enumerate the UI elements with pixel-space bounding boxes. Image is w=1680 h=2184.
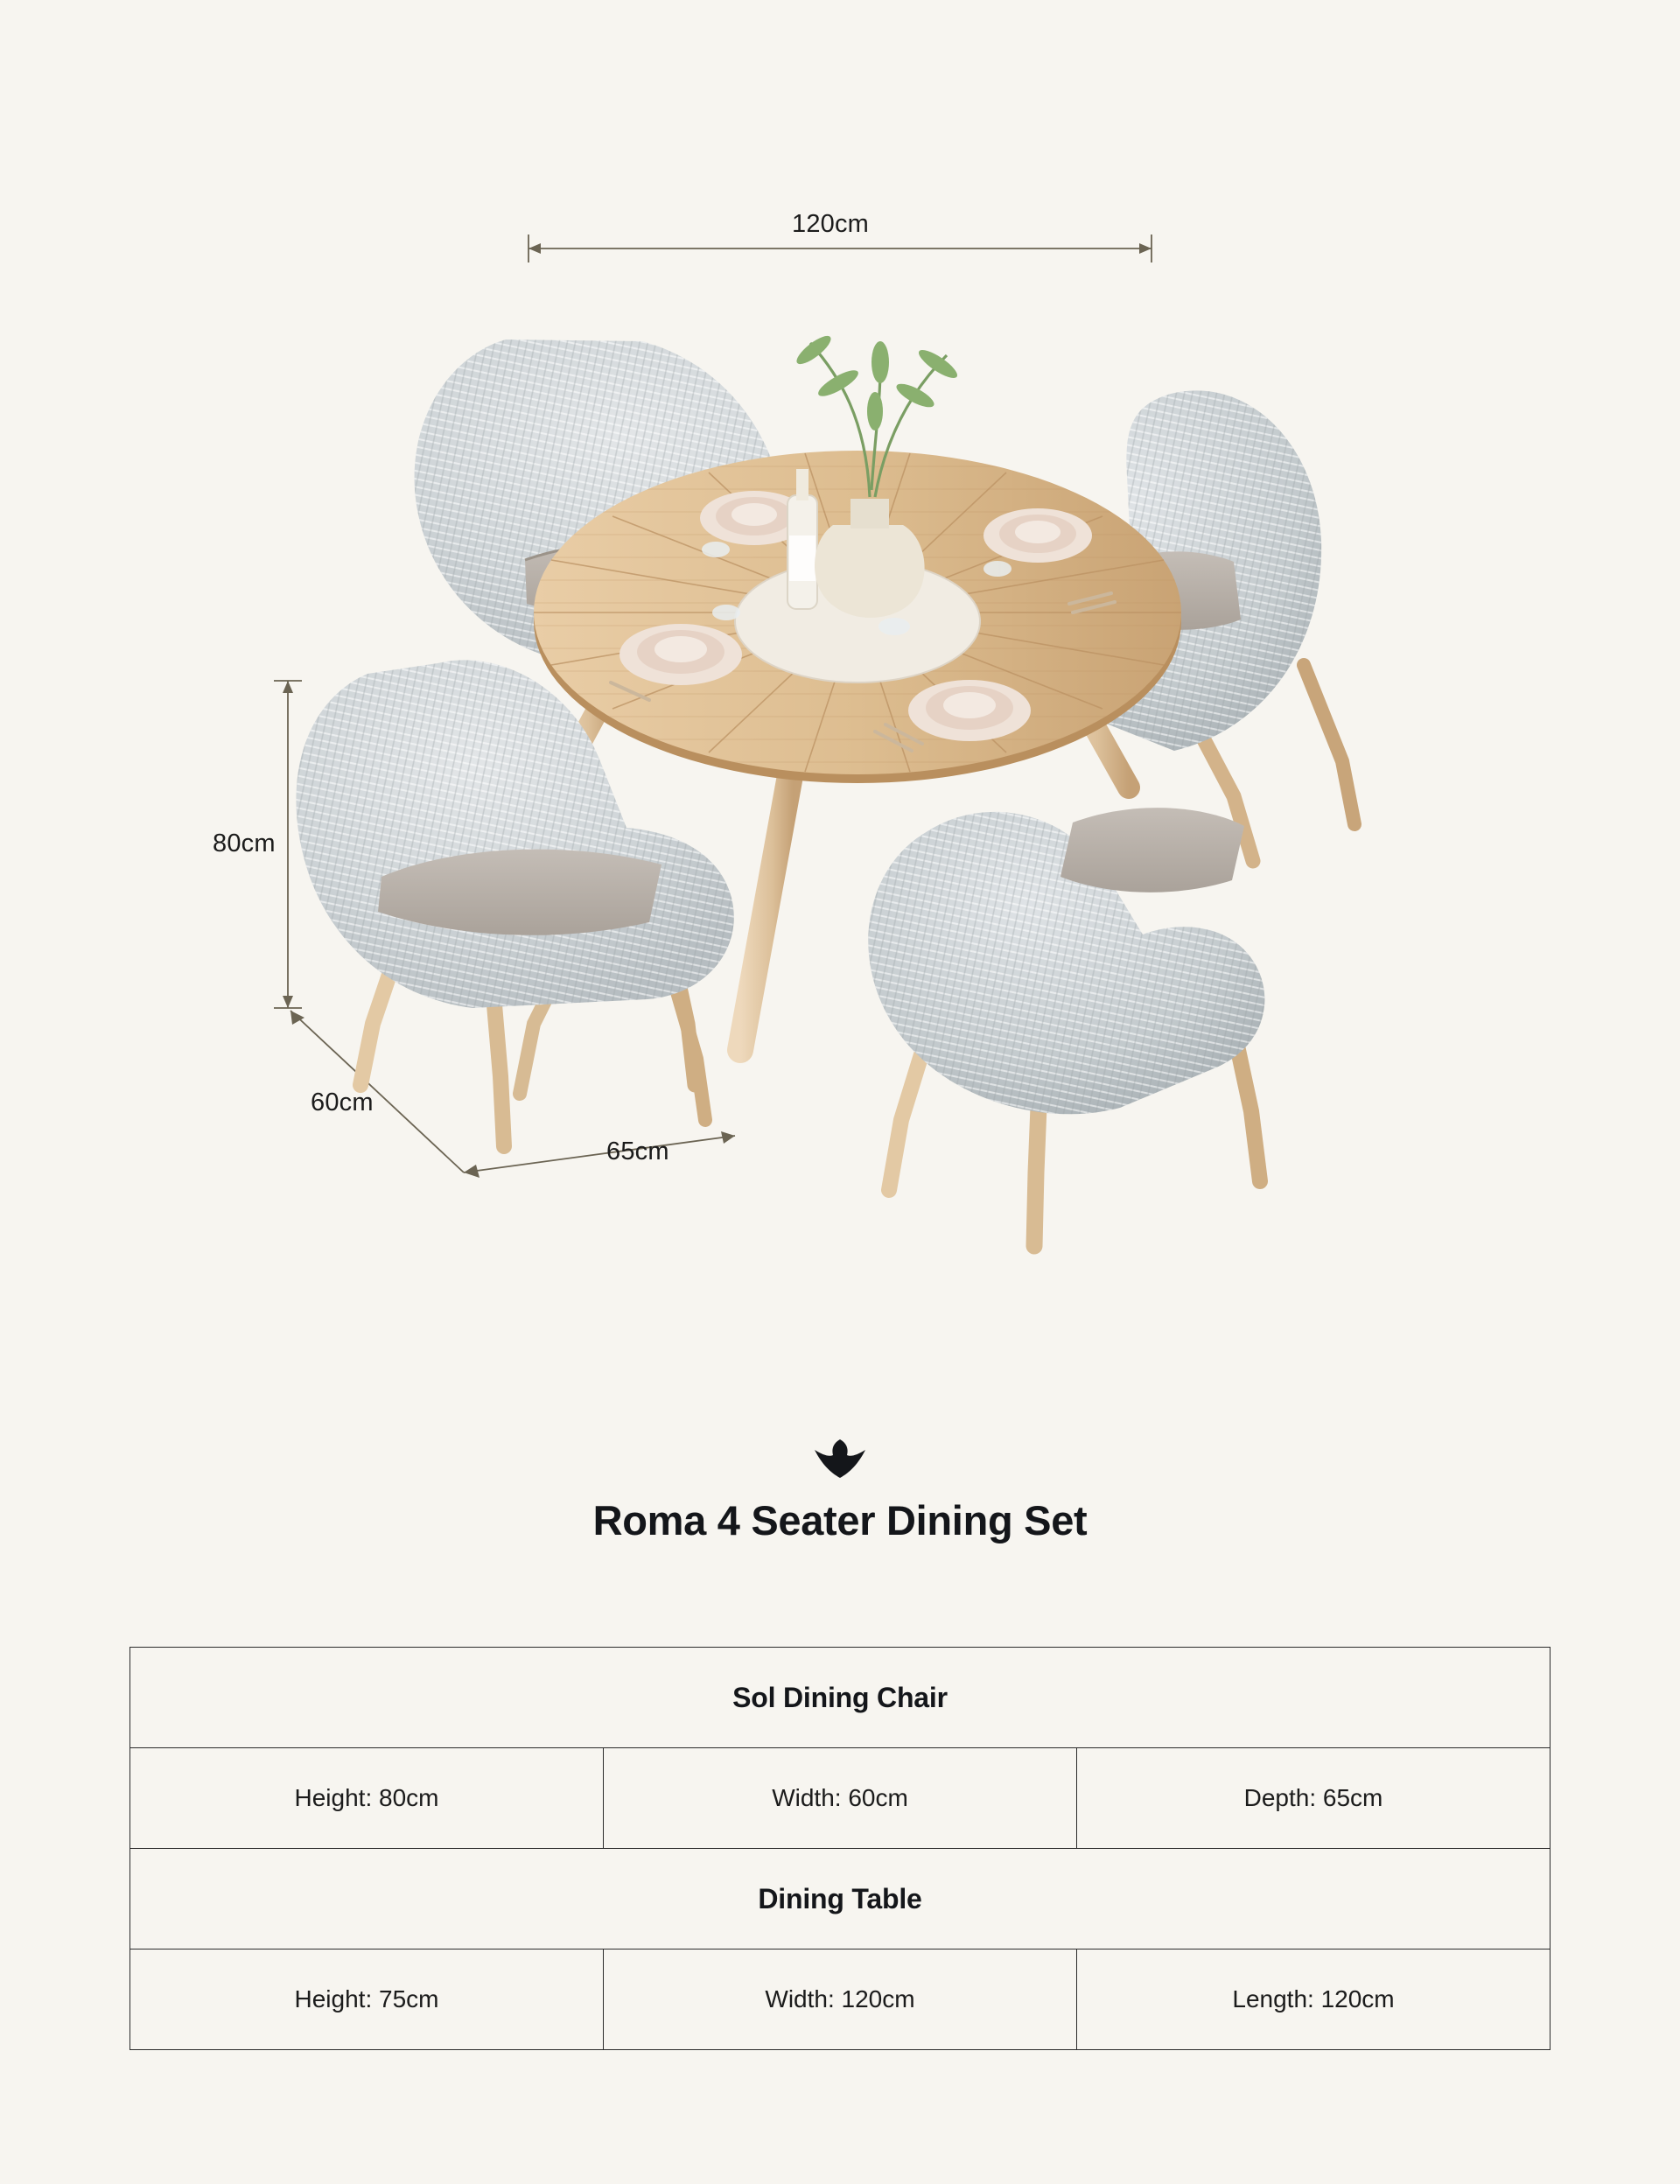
crown-leaf-icon <box>813 1466 867 1481</box>
cell-table-length: Length: 120cm <box>1077 1950 1550 2050</box>
brand-logo <box>0 1439 1680 1482</box>
cell-chair-width: Width: 60cm <box>604 1748 1077 1849</box>
dimension-label-chair-depth: 65cm <box>606 1138 669 1166</box>
dimension-label-chair-width: 60cm <box>311 1088 374 1116</box>
table-row-section-heading <box>130 1648 1550 1748</box>
chair-front-right <box>868 808 1264 1246</box>
table-row <box>130 1950 1550 2050</box>
cell-table-height: Height: 75cm <box>130 1950 604 2050</box>
page-title: Roma 4 Seater Dining Set <box>592 1497 1088 1544</box>
specifications-table <box>130 1647 1550 2050</box>
cell-table-width: Width: 120cm <box>604 1950 1077 2050</box>
dimension-label-chair-height: 80cm <box>213 830 276 858</box>
cell-chair-height: Height: 80cm <box>130 1748 604 1849</box>
section-heading-table: Dining Table <box>130 1849 1550 1950</box>
dimension-arrow-chair-height <box>274 681 302 1008</box>
table-row-section-heading <box>130 1849 1550 1950</box>
dimension-label-table-width: 120cm <box>792 210 870 238</box>
table-row <box>130 1748 1550 1849</box>
section-heading-chair: Sol Dining Chair <box>130 1648 1550 1748</box>
cell-chair-depth: Depth: 65cm <box>1077 1748 1550 1849</box>
